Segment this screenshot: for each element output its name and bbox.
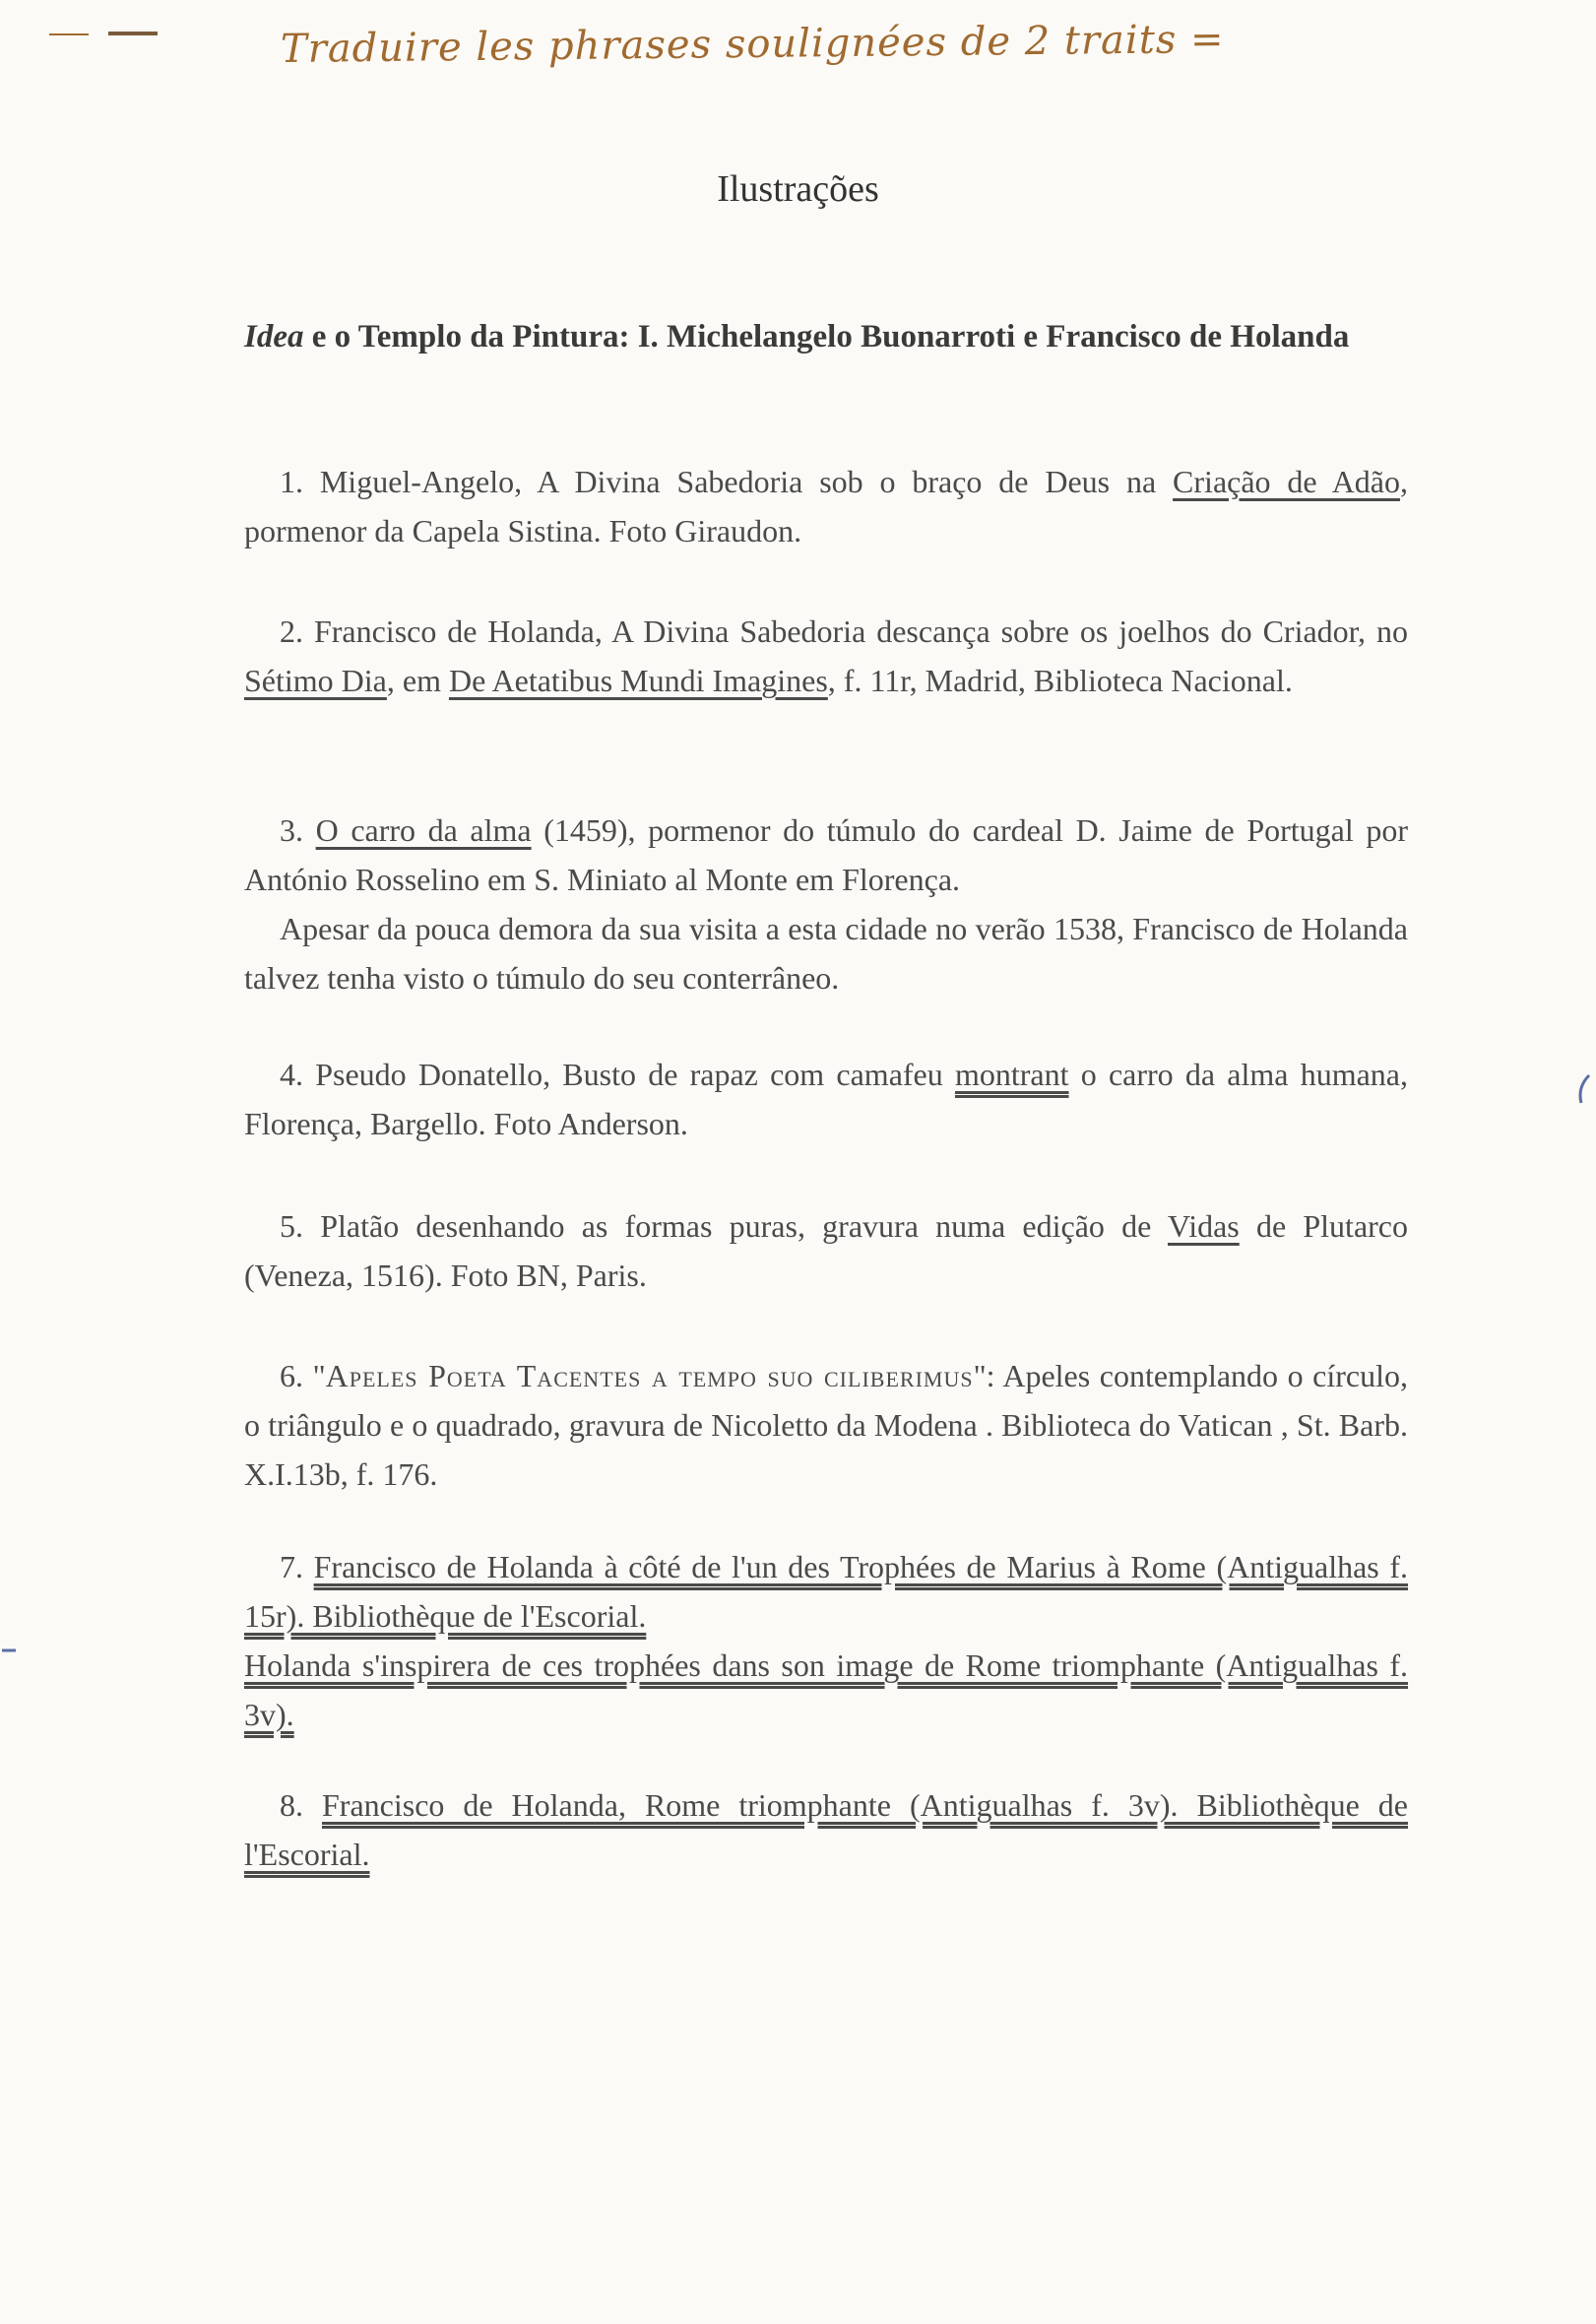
entry-4-text: 4. Pseudo Donatello, Busto de rapaz com camafeu [280,1057,955,1092]
section-heading [244,313,1408,360]
entry-3-text: (1459), pormenor do túmulo do cardeal D. Jaime de Portugal por António Rosselino em S. Miniato al Monte em Florença. [244,812,1409,897]
entry-8-double-underlined-caption: Francisco de Holanda, Rome triomphante (Antigualhas f. 3v). Bibliothèque de l'Escorial. [244,1787,1409,1872]
pen-tick-mark [1575,1073,1591,1113]
entry-2-text: 2. Francisco de Holanda, A Divina Sabedoria descança sobre os joelhos do Criador, no [280,613,1408,649]
entry-1-text: 1. Miguel-Angelo, A Divina Sabedoria sob o braço de Deus na [280,464,1174,499]
entry-2-underlined-book: De Aetatibus Mundi Imagines [448,663,828,698]
list-item-7 [244,1542,1408,1739]
pencil-arrow-mark [49,28,158,41]
list-item-5 [244,1201,1408,1300]
entry-5-text: 5. Platão desenhando as formas puras, gravura numa edição de [280,1208,1168,1244]
entry-6-inscription: Apeles Poeta Tacentes a tempo suo ciliberimus [325,1358,974,1393]
entry-4-double-underlined-word: montrant [954,1057,1069,1092]
list-item-8 [244,1780,1408,1879]
margin-dash-mark [2,1646,16,1654]
list-item-1 [244,457,1408,555]
entry-3-underlined-title: O carro da alma [315,812,532,848]
handwritten-note: Traduire les phrases soulignées de 2 traits = [280,16,1225,73]
entry-3-note: Apesar da pouca demora da sua visita a esta cidade no verão 1538, Francisco de Holanda talvez tenha visto o túmulo do seu conterrâneo. [244,911,1408,996]
list-item-6 [244,1351,1408,1499]
entry-3-number: 3. [280,812,316,848]
entry-7-double-underlined-caption: Francisco de Holanda à côté de l'un des Trophées de Marius à Rome (Antigualhas f. 15r). Bibliothèque de l'Escorial. [244,1549,1409,1634]
page-title: Ilustrações [717,168,879,210]
list-item-4 [244,1050,1408,1148]
entry-7-double-underlined-note: Holanda s'inspirera de ces trophées dans son image de Rome triomphante (Antigualhas f. 3v). [244,1647,1408,1732]
entry-8-number: 8. [280,1787,322,1823]
entry-5-underlined-title: Vidas [1168,1208,1240,1244]
entry-1-underlined-title: Criação de Adão [1173,464,1401,499]
entry-6-text: ": Apeles contemplando o círculo, o triângulo e o quadrado, gravura de Nicoletto da Modena . Biblioteca do Vatican , St. Barb. X.I.13b, f. 176. [244,1358,1408,1492]
entry-6-number: 6. " [280,1358,326,1393]
entry-2-text-end: , f. 11r, Madrid, Biblioteca Nacional. [827,663,1293,698]
list-item-3 [244,806,1408,1002]
entry-1-text-end: , pormenor da Capela Sistina. Foto Giraudon. [244,464,1409,549]
entry-5-text-end: de Plutarco (Veneza, 1516). Foto BN, Paris. [244,1208,1409,1293]
list-item-2 [244,607,1408,705]
entry-4-text-end: o carro da alma humana, Florença, Bargello. Foto Anderson. [244,1057,1409,1141]
heading-rest: e o Templo da Pintura: I. Michelangelo Buonarroti e Francisco de Holanda [303,319,1350,355]
entry-2-text-mid: , em [386,663,449,698]
entry-7-number: 7. [280,1549,314,1584]
entry-2-underlined-title: Sétimo Dia [244,663,387,698]
heading-idea: Idea [244,319,304,355]
